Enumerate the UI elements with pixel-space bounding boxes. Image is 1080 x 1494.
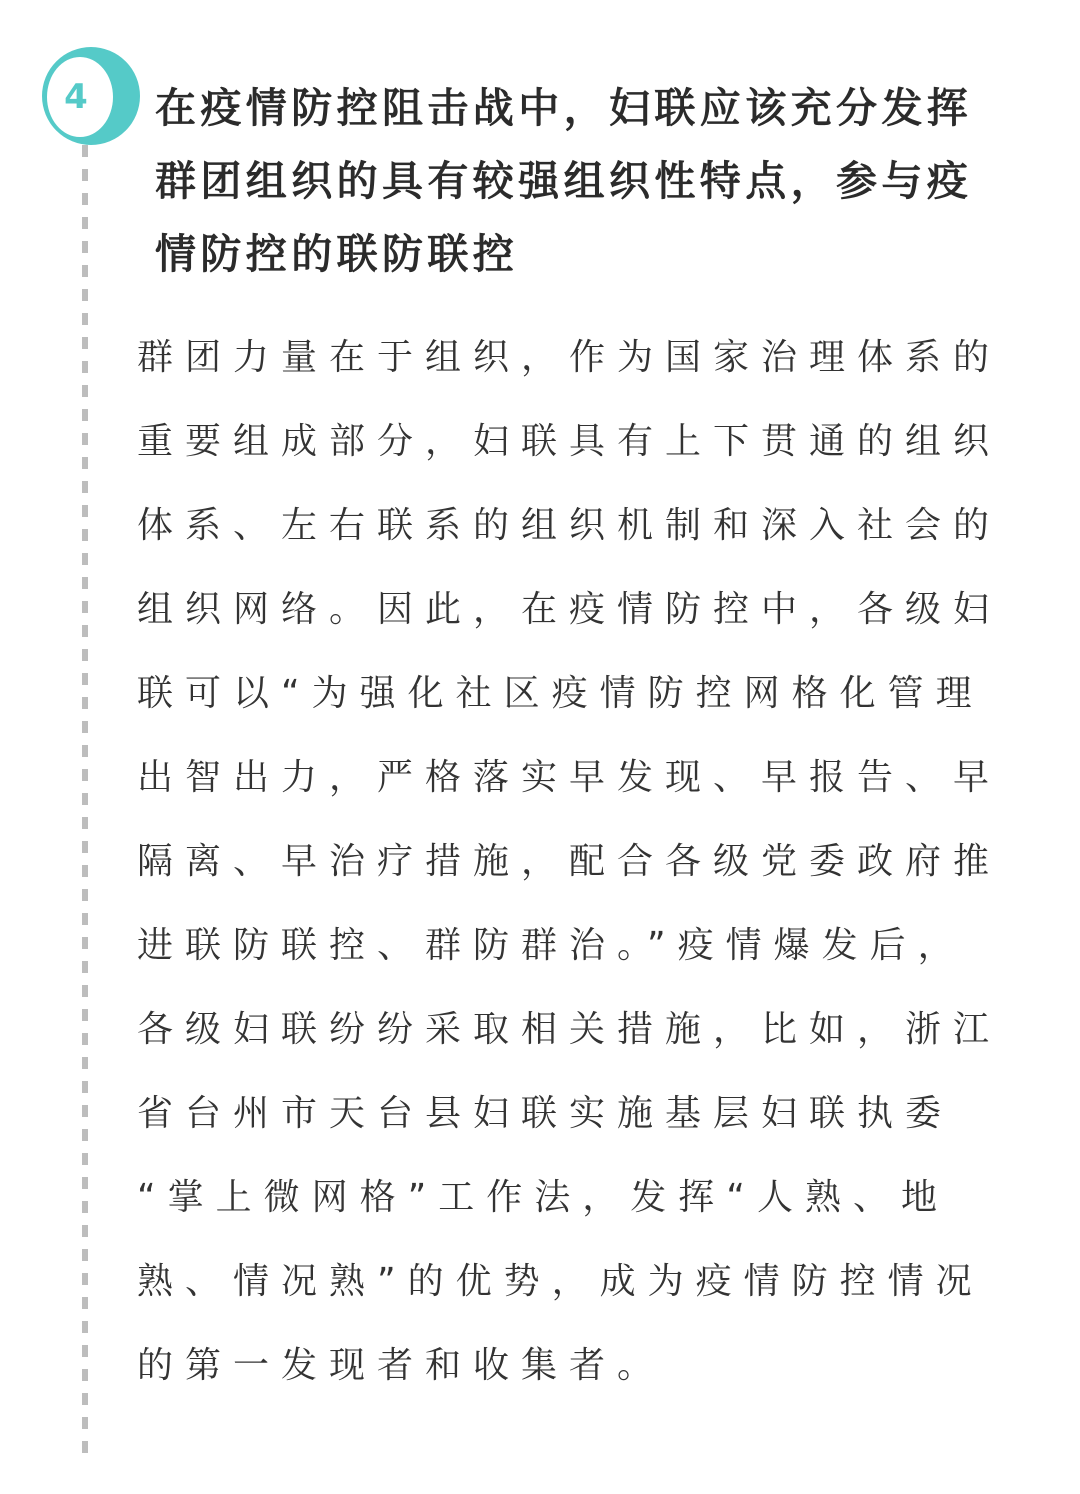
paragraph-line: 隔离、早治疗措施，配合各级党委政府推 xyxy=(137,841,1002,882)
paragraph-line: 群团力量在于组织，作为国家治理体系的 xyxy=(137,337,1002,378)
paragraph-line: 重要组成部分，妇联具有上下贯通的组织 xyxy=(137,421,1002,462)
paragraph-line: 熟、情况熟”的优势，成为疫情防控情况 xyxy=(137,1261,984,1302)
paragraph-line: 省台州市天台县妇联实施基层妇联执委 xyxy=(137,1093,954,1134)
paragraph-line: 的第一发现者和收集者。 xyxy=(137,1345,666,1386)
paragraph-line: 出智出力，严格落实早发现、早报告、早 xyxy=(137,757,1002,798)
heading-line: 情防控的联防联控 xyxy=(155,230,519,278)
paragraph-line: “掌上微网格”工作法，发挥“人熟、地 xyxy=(137,1177,949,1218)
paragraph-line: 联可以“为强化社区疫情防控网格化管理 xyxy=(137,673,984,714)
heading-line: 群团组织的具有较强组织性特点，参与疫 xyxy=(155,157,973,205)
paragraph-line: 体系、左右联系的组织机制和深入社会的 xyxy=(137,505,1002,546)
section-number: 4 xyxy=(64,77,88,117)
section-heading xyxy=(155,72,1045,291)
dashed-timeline-line xyxy=(82,145,88,1457)
paragraph-line: 组织网络。因此，在疫情防控中，各级妇 xyxy=(137,589,1002,630)
heading-line: 在疫情防控阻击战中，妇联应该充分发挥 xyxy=(155,84,973,132)
paragraph-line: 进联防联控、群防群治。”疫情爆发后， xyxy=(137,925,966,966)
paragraph-line: 各级妇联纷纷采取相关措施，比如，浙江 xyxy=(137,1009,1002,1050)
section-paragraph xyxy=(137,316,1027,1408)
